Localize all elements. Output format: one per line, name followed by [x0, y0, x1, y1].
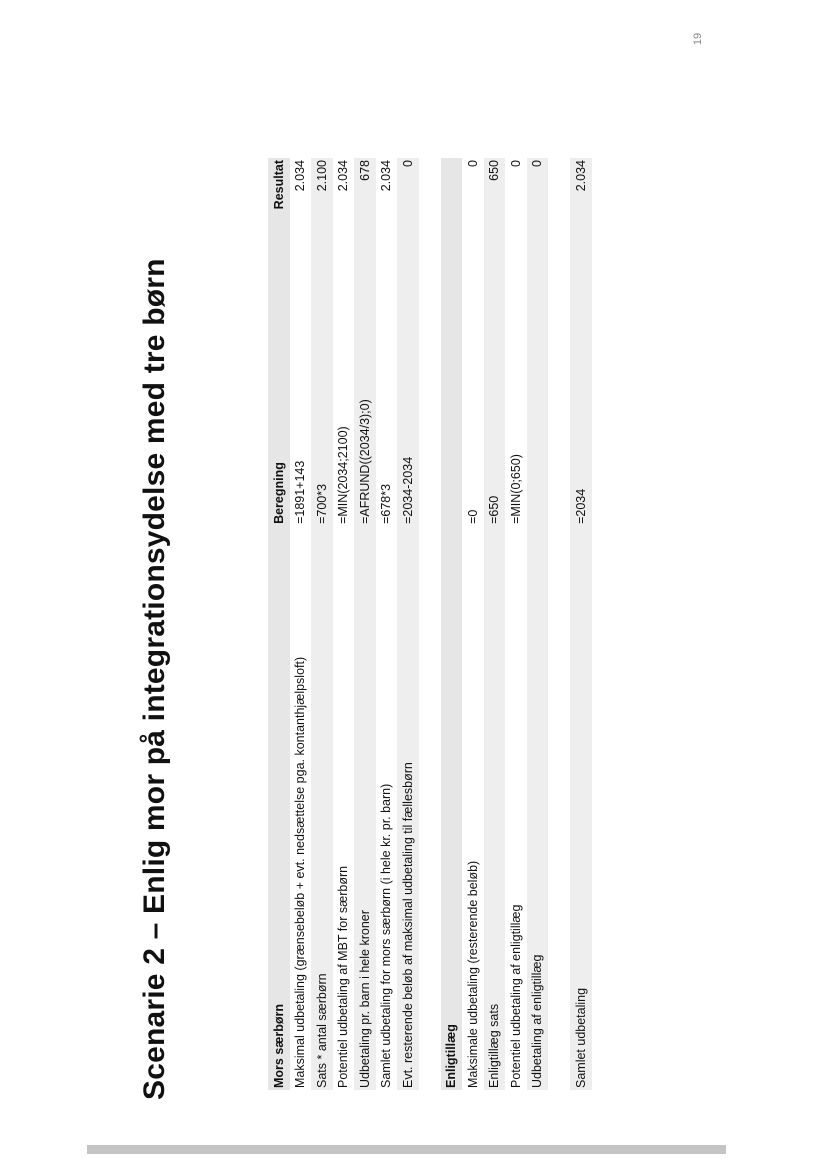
row-formula: =1891+143: [293, 460, 308, 524]
row-result: 2.034: [336, 160, 351, 192]
row-formula: =678*3: [379, 483, 394, 524]
footer-bar: [87, 1145, 726, 1154]
page-title: Scenarie 2 – Enlig mor på integrationsydelse med tre børn: [138, 258, 171, 1100]
row-label: Maksimale udbetaling (resterende beløb): [465, 860, 480, 1088]
row-formula: =0: [465, 509, 480, 524]
table-row: [311, 158, 333, 1090]
section-title: Mors særbørn: [268, 526, 290, 1090]
row-formula: =2034-2034: [397, 242, 419, 526]
table-row: [527, 158, 549, 1090]
section-header-row: [441, 158, 463, 1090]
row-formula: =700*3: [311, 242, 333, 526]
row-result: 2.034: [293, 160, 308, 192]
row-formula: [527, 242, 549, 526]
calculation-table: [268, 158, 592, 1090]
row-label: Udbetaling af enligtillæg: [527, 526, 549, 1090]
row-result: 0: [397, 158, 419, 242]
rotated-content: [128, 130, 608, 1100]
row-label: Udbetaling pr. barn i hele kroner: [354, 526, 376, 1090]
row-label: Sats * antal særbørn: [311, 526, 333, 1090]
column-header-result: Resultat: [268, 158, 290, 242]
total-row: [570, 158, 592, 1090]
row-result: 650: [484, 158, 506, 242]
table-row: [354, 158, 376, 1090]
row-result: 0: [508, 160, 523, 167]
section-header-row: [268, 158, 290, 1090]
row-label: Samlet udbetaling for mors særbørn (i hele kr. pr. barn): [379, 783, 394, 1088]
row-label: Potentiel udbetaling af MBT for særbørn: [336, 865, 351, 1088]
spacer-row: [548, 158, 570, 1090]
row-label: Enligtillæg sats: [484, 526, 506, 1090]
table-row: [505, 158, 527, 1090]
page-number: 19: [692, 32, 704, 46]
row-formula: =MIN(0;650): [508, 454, 523, 524]
row-result: 2.100: [311, 158, 333, 242]
row-label: Evt. resterende beløb af maksimal udbetaling til fællesbørn: [397, 526, 419, 1090]
row-result: 678: [354, 158, 376, 242]
row-label: Maksimal udbetaling (grænsebeløb + evt. nedsættelse pga. kontanthjælpsloft): [293, 656, 308, 1088]
row-result: 0: [465, 160, 480, 167]
table-row: [397, 158, 419, 1090]
row-result: 2.034: [570, 158, 592, 242]
section-title: Enligtillæg: [441, 526, 463, 1090]
table-row: [484, 158, 506, 1090]
row-result: 2.034: [379, 160, 394, 192]
table-row: [376, 158, 398, 1090]
spacer-row: [419, 158, 441, 1090]
row-label: Samlet udbetaling: [570, 526, 592, 1090]
row-formula: =AFRUND((2034/3);0): [354, 242, 376, 526]
column-header-calculation: Beregning: [268, 242, 290, 526]
row-result: 0: [527, 158, 549, 242]
table-row: [333, 158, 355, 1090]
table-row: [462, 158, 484, 1090]
row-formula: =2034: [570, 242, 592, 526]
table-row: [290, 158, 312, 1090]
row-formula: =MIN(2034;2100): [336, 426, 351, 524]
row-label: Potentiel udbetaling af enligtillæg: [508, 904, 523, 1088]
row-formula: =650: [484, 242, 506, 526]
